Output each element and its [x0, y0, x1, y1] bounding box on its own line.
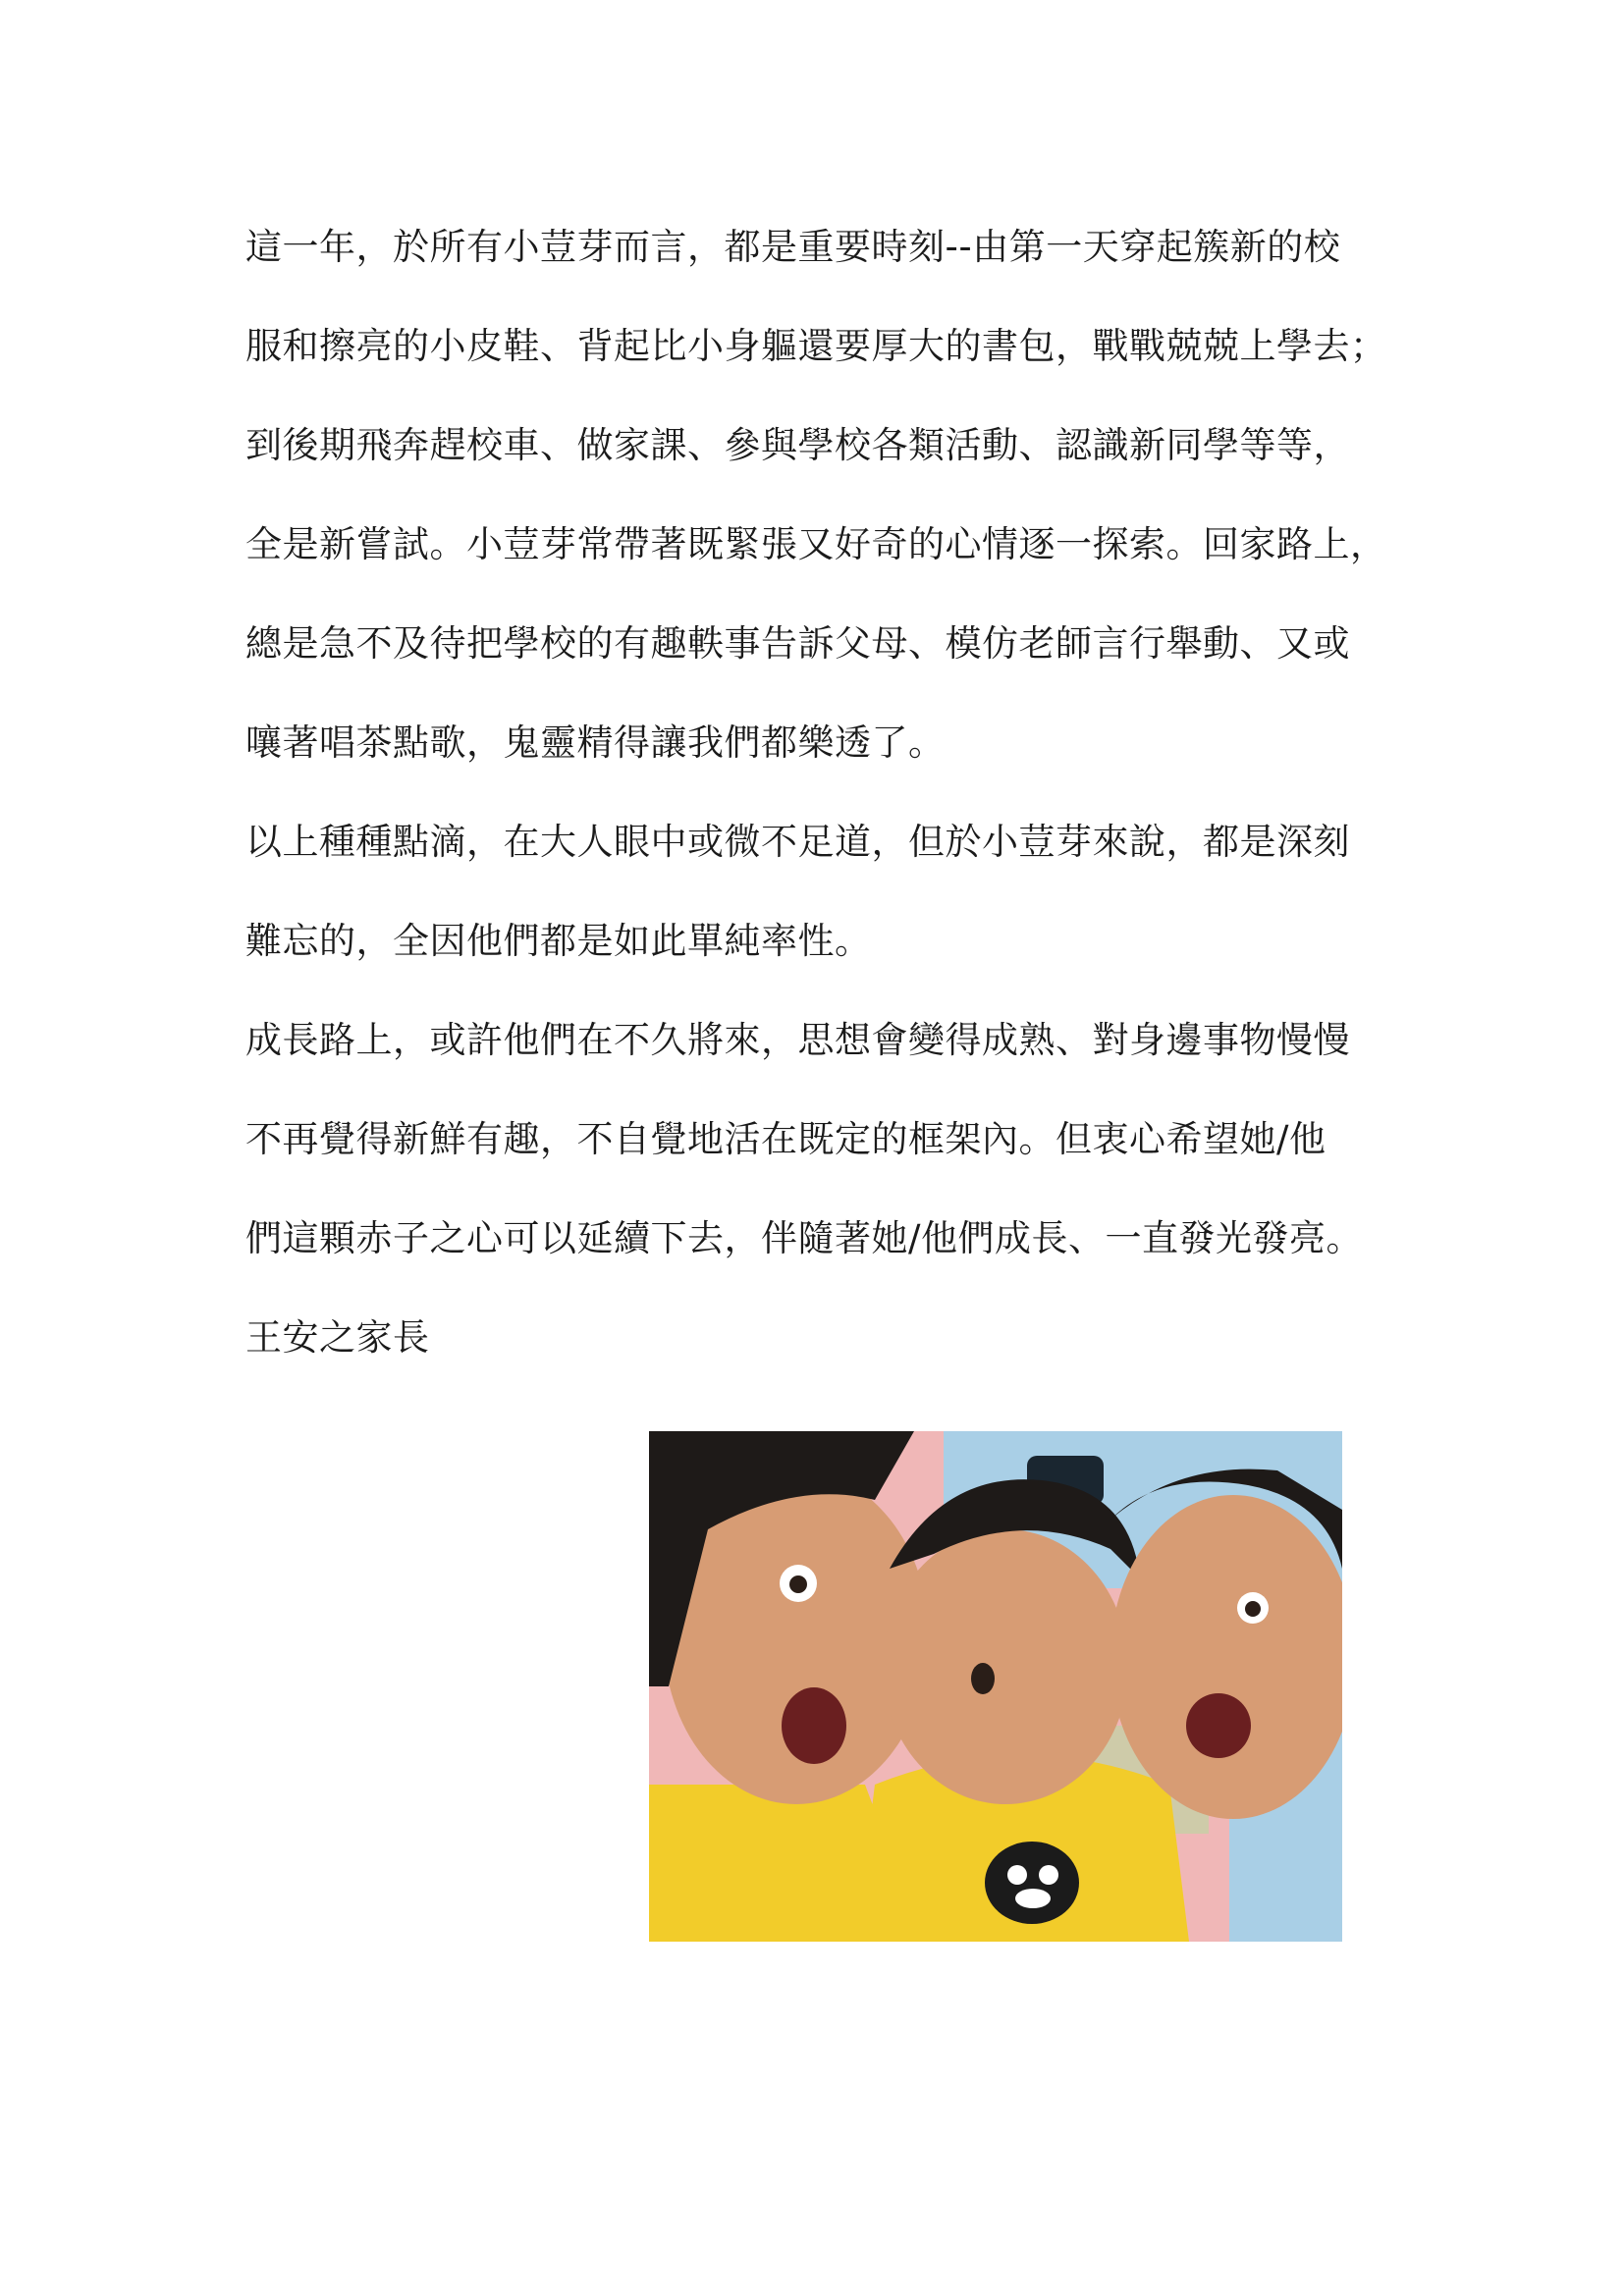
mother-pupil: [789, 1575, 807, 1593]
kumamon-print: [985, 1842, 1079, 1924]
kumamon-muzzle: [1015, 1889, 1051, 1908]
paragraph-2-line-1: 以上種種點滴，在大人眼中或微不足道，但於小荳芽來說，都是深刻: [245, 821, 1350, 863]
paragraph-1-line-1: 這一年，於所有小荳芽而言，都是重要時刻--由第一天穿起簇新的校: [245, 226, 1341, 268]
paragraph-1-line-6: 嚷著唱茶點歌，鬼靈精得讓我們都樂透了。: [245, 721, 946, 764]
paragraph-3-line-1: 成長路上，或許他們在不久將來，思想會變得成熟、對身邊事物慢慢: [245, 1019, 1350, 1061]
child-hand-right: [998, 1677, 1037, 1755]
family-photo-illustration: [649, 1431, 1342, 1942]
paragraph-1-line-4: 全是新嘗試。小荳芽常帶著既緊張又好奇的心情逐一探索。回家路上，: [245, 523, 1387, 565]
paragraph-3-line-2: 不再覺得新鮮有趣，不自覺地活在既定的框架內。但衷心希望她/他: [245, 1118, 1326, 1160]
signature: 王安之家長: [245, 1316, 430, 1359]
child-pursed-lips: [971, 1663, 995, 1694]
child-face: [883, 1529, 1128, 1804]
paragraph-1-line-2: 服和擦亮的小皮鞋、背起比小身軀還要厚大的書包，戰戰兢兢上學去；: [245, 325, 1387, 367]
father-pupil: [1245, 1601, 1261, 1617]
paragraph-1-line-5: 總是急不及待把學校的有趣軼事告訴父母、模仿老師言行舉動、又或: [245, 622, 1350, 665]
family-photo: [649, 1431, 1342, 1942]
paragraph-2-line-2: 難忘的，全因他們都是如此單純率性。: [245, 920, 872, 962]
paragraph-1-line-3: 到後期飛奔趕校車、做家課、參與學校各類活動、認識新同學等等，: [245, 424, 1350, 466]
kumamon-eye-right: [1039, 1865, 1058, 1885]
father-mouth: [1186, 1693, 1251, 1758]
mother-mouth: [782, 1687, 846, 1764]
child-hand-left: [934, 1677, 973, 1755]
paragraph-3-line-3: 們這顆赤子之心可以延續下去，伴隨著她/他們成長、一直發光發亮。: [245, 1217, 1363, 1259]
kumamon-eye-left: [1007, 1865, 1027, 1885]
